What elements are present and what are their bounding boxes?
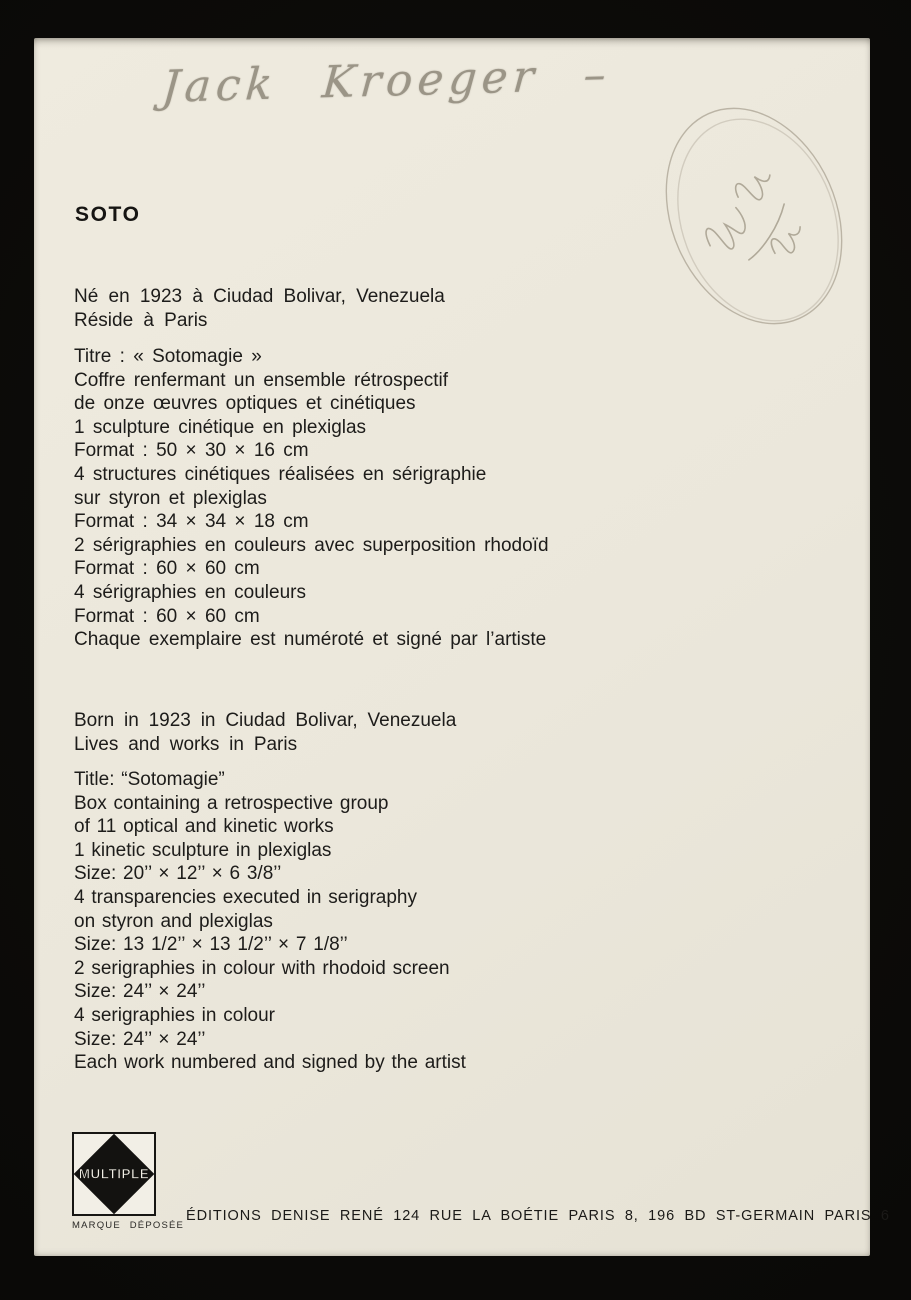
text-line: 4 transparencies executed in serigraphy [74, 886, 417, 908]
english-bio-block [74, 709, 456, 756]
text-line: Box containing a retrospective group [74, 792, 389, 814]
text-line: Format : 34 × 34 × 18 cm [74, 511, 309, 533]
text-line: on styron and plexiglas [74, 910, 273, 932]
text-line: sur styron et plexiglas [74, 487, 267, 509]
text-line: Lives and works in Paris [74, 733, 298, 755]
text-line: Born in 1923 in Ciudad Bolivar, Venezuela [74, 710, 457, 731]
text-line: Chaque exemplaire est numéroté et signé par l’artiste [74, 629, 547, 651]
text-line: Né en 1923 à Ciudad Bolivar, Venezuela [74, 286, 445, 307]
text-line: Titre : « Sotomagie » [74, 346, 262, 367]
multiple-trademark-logo [72, 1132, 156, 1216]
pencil-oval-scribble [646, 98, 860, 338]
logo-label: MULTIPLE [78, 1166, 150, 1182]
text-line: Title: “Sotomagie” [74, 769, 225, 790]
text-line: Format : 60 × 60 cm [74, 605, 260, 627]
text-line: 4 structures cinétiques réalisées en sérigraphie [74, 463, 487, 485]
text-line: Format : 50 × 30 × 16 cm [74, 440, 309, 462]
pencil-inscription: Jack Kroeger – [160, 49, 613, 113]
english-details-block [74, 768, 466, 1075]
text-line: 4 sérigraphies en couleurs [74, 581, 306, 603]
artist-name-heading: SOTO [75, 203, 141, 226]
publisher-address: ÉDITIONS DENISE RENÉ 124 RUE LA BOÉTIE PARIS 8, 196 BD ST-GERMAIN PARIS 6 [186, 1208, 890, 1224]
french-details-block [74, 345, 549, 652]
text-line: de onze œuvres optiques et cinétiques [74, 393, 416, 415]
text-line: Size: 24’’ × 24’’ [74, 1028, 206, 1050]
text-line: Coffre renfermant un ensemble rétrospectif [74, 369, 449, 391]
french-bio-block [74, 285, 445, 332]
text-line: Réside à Paris [74, 309, 208, 331]
text-line: 2 serigraphies in colour with rhodoid screen [74, 957, 450, 979]
text-line: 1 kinetic sculpture in plexiglas [74, 839, 332, 861]
text-line: 4 serigraphies in colour [74, 1004, 275, 1026]
text-line: of 11 optical and kinetic works [74, 816, 334, 838]
text-line: 1 sculpture cinétique en plexiglas [74, 416, 367, 438]
text-line: Size: 24’’ × 24’’ [74, 981, 206, 1003]
text-line: Each work numbered and signed by the artist [74, 1052, 466, 1074]
catalog-card [34, 38, 890, 1256]
text-line: 2 sérigraphies en couleurs avec superposition rhodoïd [74, 534, 549, 556]
text-line: Format : 60 × 60 cm [74, 558, 260, 580]
text-line: Size: 20’’ × 12’’ × 6 3/8’’ [74, 863, 282, 885]
logo-caption: MARQUE DÉPOSÉE [72, 1220, 185, 1231]
text-line: Size: 13 1/2’’ × 13 1/2’’ × 7 1/8’’ [74, 934, 348, 956]
